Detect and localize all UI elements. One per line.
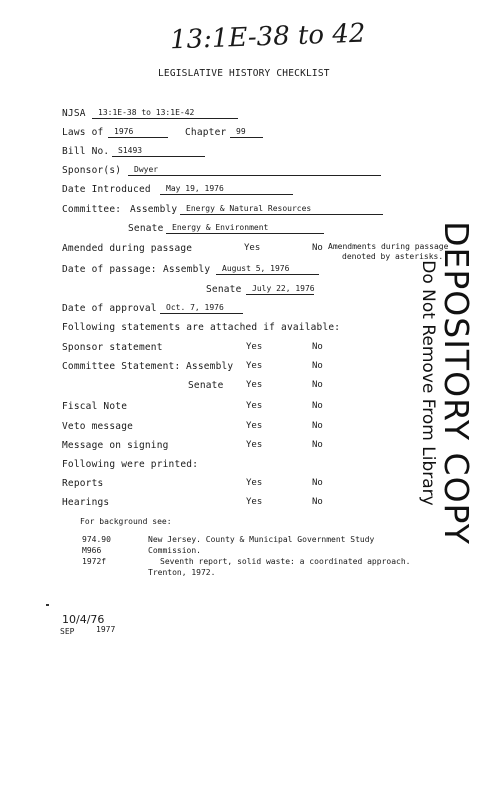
sponsor-statement-yes: Yes — [246, 342, 263, 352]
amended-note-line-1: Amendments during passage — [328, 242, 449, 251]
committee-senate-label: Senate — [128, 223, 164, 234]
footer-date-stamp-year: 1977 — [96, 625, 116, 634]
reports-label: Reports — [62, 478, 104, 489]
footer-date-handwritten: 10/4/76 — [62, 613, 105, 626]
message-signing-label: Message on signing — [62, 440, 169, 451]
background-call-number-2: M966 — [82, 546, 102, 555]
depository-copy-title: DEPOSITORY COPY — [436, 220, 476, 545]
committee-statement-label: Committee Statement: — [62, 361, 181, 372]
chapter-label: Chapter — [185, 127, 227, 138]
committee-senate-value: Energy & Environment — [166, 223, 324, 234]
amended-label: Amended during passage — [62, 243, 193, 254]
amended-yes: Yes — [244, 243, 261, 253]
committee-statement-assembly-yes: Yes — [246, 361, 263, 371]
footer-date-stamp-month: SEP — [60, 627, 75, 636]
fiscal-note-no: No — [312, 401, 323, 411]
background-citation-line-2: Commission. — [148, 546, 201, 555]
committee-statement-senate-no: No — [312, 380, 323, 390]
veto-message-no: No — [312, 421, 323, 431]
laws-label: Laws of — [62, 127, 104, 138]
introduced-label: Date Introduced — [62, 184, 151, 195]
approval-value: Oct. 7, 1976 — [160, 303, 243, 314]
njsa-label: NJSA — [62, 108, 86, 119]
background-call-number-3: 1972f — [82, 557, 107, 566]
handwritten-title: 13:1E-38 to 42 — [169, 18, 366, 56]
depository-copy-stamp-text — [418, 221, 474, 545]
bill-label: Bill No. — [62, 146, 110, 157]
njsa-value: 13:1E-38 to 13:1E-42 — [92, 108, 238, 119]
hearings-yes: Yes — [246, 497, 263, 507]
do-not-remove-text: Do Not Remove From Library — [417, 259, 438, 506]
approval-label: Date of approval — [62, 303, 157, 314]
fiscal-note-label: Fiscal Note — [62, 401, 128, 412]
printed-heading: Following were printed: — [62, 459, 199, 470]
passage-label: Date of passage: — [62, 264, 157, 275]
bill-value: S1493 — [112, 146, 205, 157]
sponsor-value: Dwyer — [128, 165, 381, 176]
sponsor-statement-label: Sponsor statement — [62, 342, 163, 353]
reports-yes: Yes — [246, 478, 263, 488]
background-citation-line-3: Seventh report, solid waste: a coordinated approach. — [160, 557, 411, 566]
background-call-number-1: 974.90 — [82, 535, 111, 544]
passage-assembly-label: Assembly — [163, 264, 211, 275]
background-citation-line-4: Trenton, 1972. — [148, 568, 216, 577]
sponsor-statement-no: No — [312, 342, 323, 352]
committee-assembly-value: Energy & Natural Resources — [180, 204, 383, 215]
sponsor-label: Sponsor(s) — [62, 165, 122, 176]
veto-message-yes: Yes — [246, 421, 263, 431]
reports-no: No — [312, 478, 323, 488]
scan-mark — [46, 604, 49, 606]
committee-statement-senate-yes: Yes — [246, 380, 263, 390]
committee-statement-assembly-label: Assembly — [186, 361, 234, 372]
passage-assembly-value: August 5, 1976 — [216, 264, 319, 275]
message-signing-no: No — [312, 440, 323, 450]
chapter-value: 99 — [230, 127, 263, 138]
hearings-label: Hearings — [62, 497, 110, 508]
background-heading: For background see: — [80, 517, 172, 526]
message-signing-yes: Yes — [246, 440, 263, 450]
depository-copy-stamp — [398, 220, 487, 545]
fiscal-note-yes: Yes — [246, 401, 263, 411]
laws-value: 1976 — [108, 127, 168, 138]
statements-heading: Following statements are attached if available: — [62, 322, 341, 333]
amended-no: No — [312, 243, 323, 253]
hearings-no: No — [312, 497, 323, 507]
document-title: LEGISLATIVE HISTORY CHECKLIST — [158, 68, 330, 79]
passage-senate-value: July 22, 1976 — [246, 284, 314, 295]
veto-message-label: Veto message — [62, 421, 134, 432]
committee-statement-assembly-no: No — [312, 361, 323, 371]
committee-statement-senate-label: Senate — [188, 380, 224, 391]
committee-assembly-label: Assembly — [130, 204, 178, 215]
committee-label: Committee: — [62, 204, 122, 215]
background-citation-line-1: New Jersey. County & Municipal Government Study — [148, 535, 375, 544]
amended-note-line-2: denoted by asterisks. — [342, 252, 444, 261]
introduced-value: May 19, 1976 — [160, 184, 293, 195]
passage-senate-label: Senate — [206, 284, 242, 295]
